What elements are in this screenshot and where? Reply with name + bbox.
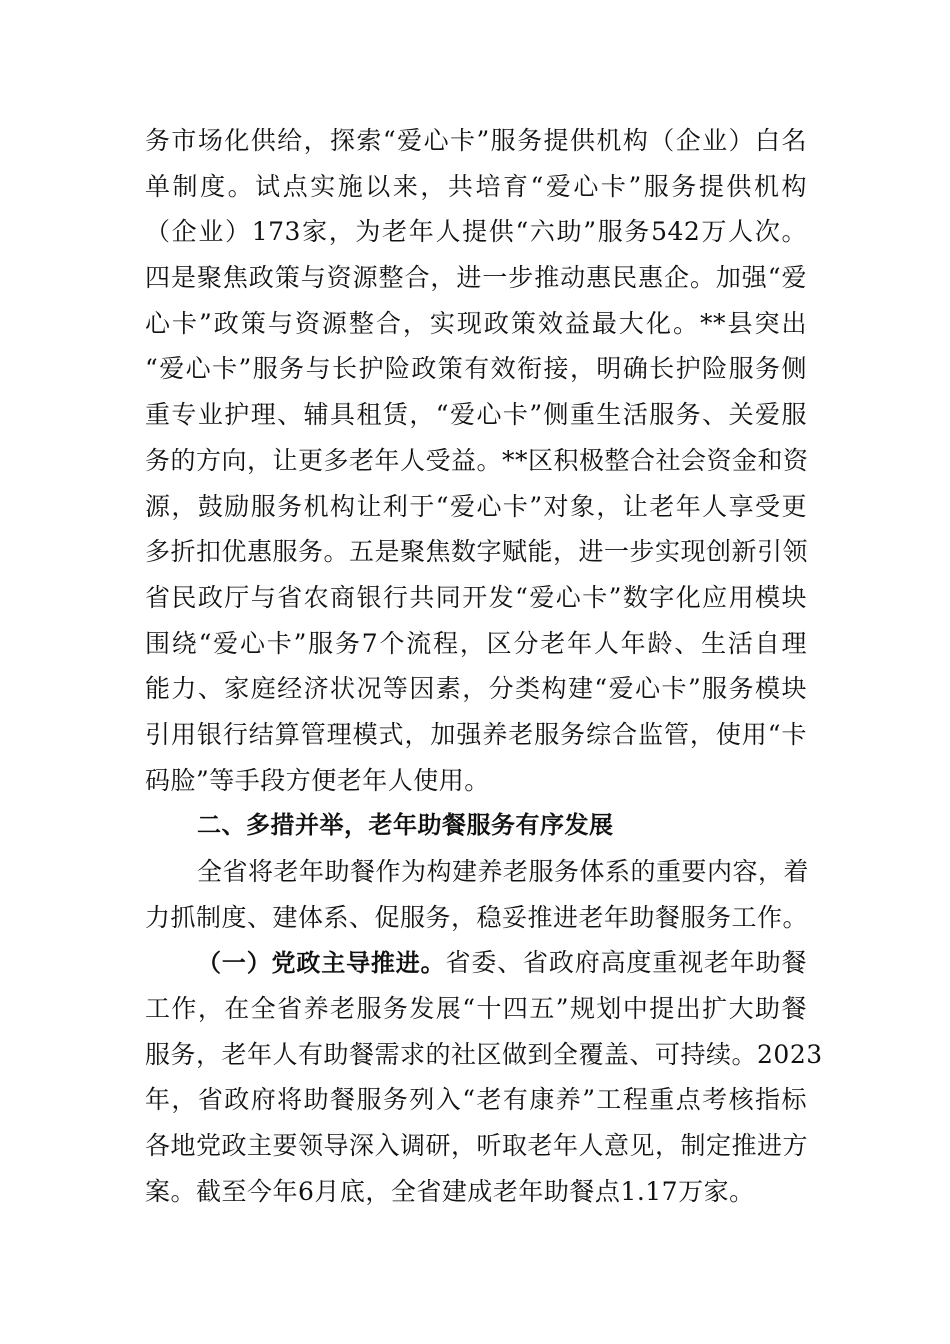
paragraph-line: 务市场化供给，探索“爱心卡”服务提供机构（企业）白名 — [145, 126, 807, 155]
paragraph-line: 围绕“爱心卡”服务7个流程，区分老年人年龄、生活自理 — [145, 628, 807, 658]
paragraph-line: 能力、家庭经济状况等因素，分类构建“爱心卡”服务模块 — [145, 674, 807, 704]
paragraph-line: 省民政厅与省农商银行共同开发“爱心卡”数字化应用模块 — [145, 582, 807, 612]
paragraph-line: 四是聚焦政策与资源整合，进一步推动惠民惠企。加强“爱 — [145, 263, 807, 293]
subsection-line: 各地党政主要领导深入调研，听取老年人意见，制定推进方 — [145, 1131, 809, 1161]
paragraph-line: “爱心卡”服务与长护险政策有效衔接，明确长护险服务侧 — [145, 354, 807, 384]
subsection-line: 案。截至今年6月底，全省建成老年助餐点1.17万家。 — [145, 1176, 755, 1206]
subsection-heading: （一）党政主导推进。 — [197, 949, 446, 978]
paragraph-line: 多折扣优惠服务。五是聚焦数字赋能，进一步实现创新引领 — [145, 537, 809, 567]
subsection-first-line-text: 省委、省政府高度重视老年助餐 — [445, 948, 807, 978]
subsection-line: 服务，老年人有助餐需求的社区做到全覆盖、可持续。2023 — [145, 1039, 823, 1069]
subsection-first-line — [145, 940, 807, 986]
section-heading: 二、多措并举，老年助餐服务有序发展 — [197, 811, 614, 840]
paragraph-line: 码脸”等手段方便老年人使用。 — [145, 765, 490, 795]
paragraph-line: 单制度。试点实施以来，共培育“爱心卡”服务提供机构 — [145, 171, 807, 201]
subsection-line: 年，省政府将助餐服务列入“老有康养”工程重点考核指标 — [145, 1085, 807, 1115]
paragraph-line: 务的方向，让更多老年人受益。**区积极整合社会资金和资 — [145, 445, 809, 475]
paragraph-line: 引用银行结算管理模式，加强养老服务综合监管，使用“卡 — [145, 719, 807, 749]
subsection-line: 工作，在全省养老服务发展“十四五”规划中提出扩大助餐 — [145, 994, 807, 1024]
intro-line: 全省将老年助餐作为构建养老服务体系的重要内容，着 — [197, 857, 810, 886]
paragraph-line: 重专业护理、辅具租赁，“爱心卡”侧重生活服务、关爱服 — [145, 400, 807, 430]
paragraph-line: 心卡”政策与资源整合，实现政策效益最大化。**县突出 — [145, 308, 807, 338]
document-page — [145, 118, 823, 1215]
intro-line: 力抓制度、建体系、促服务，稳妥推进老年助餐服务工作。 — [145, 902, 809, 932]
paragraph-line: 源，鼓励服务机构让利于“爱心卡”对象，让老年人享受更 — [145, 491, 807, 521]
paragraph-line: （企业）173家，为老年人提供“六助”服务542万人次。 — [145, 217, 807, 247]
